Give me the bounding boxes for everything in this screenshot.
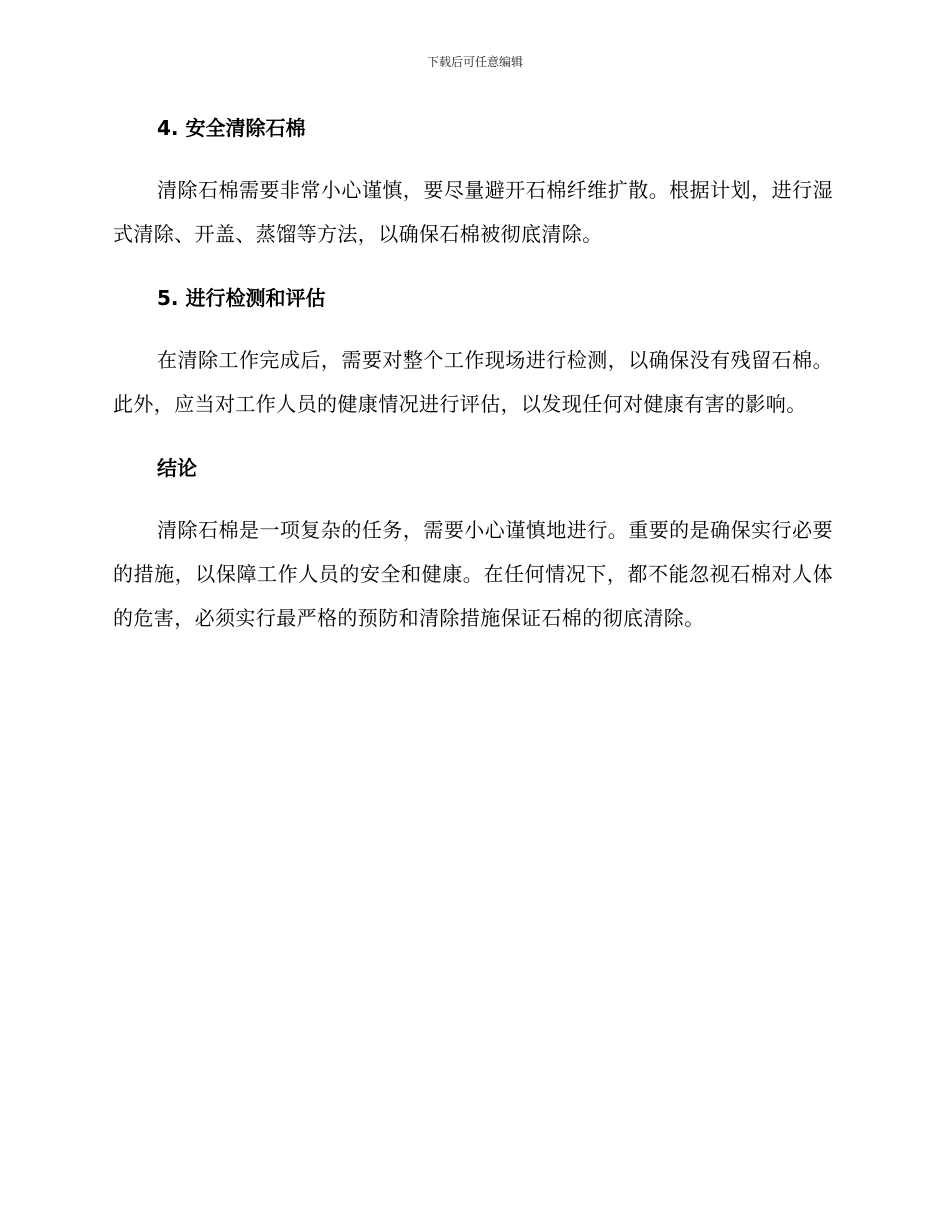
document-content [113,112,833,640]
page-header-note: 下载后可任意编辑 [426,55,523,69]
section-conclusion [113,452,833,640]
section-heading-conclusion: 结论 [157,456,197,480]
section-inspection-evaluation [113,282,833,426]
section-safe-removal [113,112,833,256]
section-heading-inspection-evaluation: 5. 进行检测和评估 [157,286,326,310]
section-paragraph-conclusion: 清除石棉是一项复杂的任务，需要小心谨慎地进行。重要的是确保实行必要的措施，以保障工作人员的安全和健康。在任何情况下，都不能忽视石棉对人体的危害，必须实行最严格的预防和清除措施保证石棉的彻底清除。 [113,518,833,630]
section-paragraph-safe-removal: 清除石棉需要非常小心谨慎，要尽量避开石棉纤维扩散。根据计划，进行湿式清除、开盖、蒸馏等方法，以确保石棉被彻底清除。 [113,178,833,246]
section-paragraph-inspection-evaluation: 在清除工作完成后，需要对整个工作现场进行检测，以确保没有残留石棉。此外，应当对工作人员的健康情况进行评估，以发现任何对健康有害的影响。 [113,348,833,416]
section-heading-safe-removal: 4. 安全清除石棉 [157,116,306,140]
